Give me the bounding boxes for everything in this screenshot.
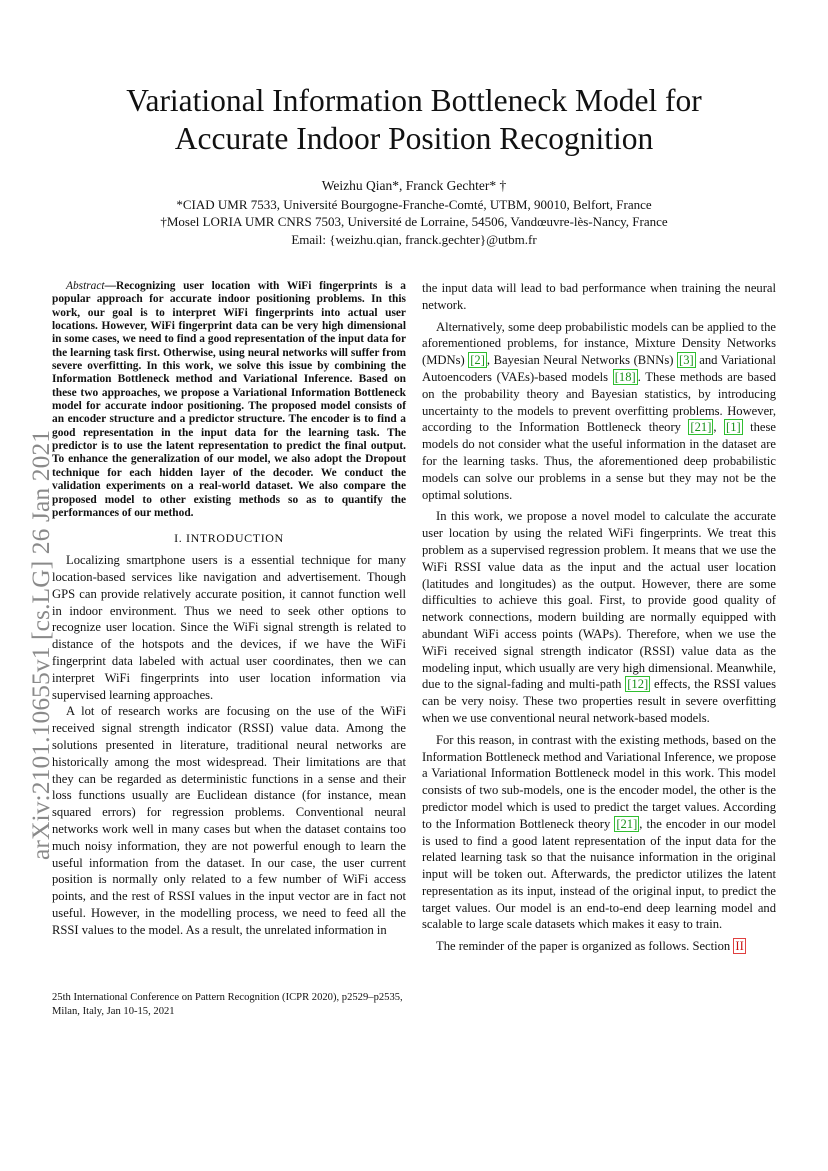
authors: Weizhu Qian*, Franck Gechter* † — [321, 178, 507, 193]
citation-link[interactable]: [1] — [726, 420, 741, 435]
citation-link[interactable]: [18] — [614, 369, 636, 384]
abstract — [52, 280, 406, 520]
affiliation-1: *CIAD UMR 7533, Université Bourgogne-Franche-Comté, UTBM, 90010, Belfort, France — [176, 197, 652, 212]
section-reference-link[interactable]: II — [735, 939, 744, 954]
abstract-body: Recognizing user location with WiFi fingerprints is a popular approach for accurate indoor positioning problems. In this work, our goal is to interpret WiFi fingerprints into actual user locations. However, WiFi fingerprint data can be very high dimensional in some cases, we need to find a good representation of the input data for the learning task first. Otherwise, using neural networks will suffer from severe overfitting. In this work, we solve this issue by combining the Information Bottleneck method and Variational Inference. Based on these two approaches, we propose a Variational Information Bottleneck model for accurate indoor positioning. The proposed model consists of an encoder structure and a predictor structure. The encoder is to find a good representation in the input data for the learning task. The predictor is to use the latent representation to predict the final output. To enhance the generalization of our model, we also adopt the Dropout technique for each hidden layer of the decoder. We conduct the validation experiments on a real-world dataset. We also compare the proposed model to other existing methods so as to quantify the performances of our method. — [52, 280, 406, 519]
left-column — [52, 280, 406, 939]
text-run: , Bayesian Neural Networks (BNNs) — [486, 353, 678, 368]
text-run: , — [713, 420, 724, 435]
citation-link[interactable]: [12] — [627, 677, 649, 692]
text-run: . These methods are based on the probability theory and Bayesian statistics, by introducing uncertainty to the models to prevent overfitting problems. However, according to the Information Bottleneck theory — [422, 369, 777, 435]
citation-link[interactable]: [2] — [470, 353, 485, 368]
right-paragraph-5 — [422, 938, 776, 955]
text-run: and Variational Autoencoders (VAEs)-based models — [422, 353, 776, 384]
text-run: For this reason, in contrast with the existing methods, based on the Information Bottleneck method and Variational Inference, we propose a Variational Information Bottleneck model in this work. This model consists of two sub-models, one is the encoder model, the other is the predictor model which is used to predict the target values. According to the Information Bottleneck theory — [422, 732, 776, 831]
right-paragraph-1: the input data will lead to bad performance when training the neural network. — [422, 281, 776, 312]
conference-footnote: 25th International Conference on Pattern Recognition (ICPR 2020), p2529–p2535, Milan, Italy, Jan 10-15, 2021 — [52, 992, 403, 1017]
text-run: , the encoder in our model is used to find a good latent representation of the input data for the related learning task so that the nuisance information in the original input will be token out. Afterwards, the predictor utilizes the latent representation as its input, instead of the original input, to predict the target values. Our model is an end-to-end deep learning model and scalable to large scale datasets which makes it easy to train. — [422, 816, 776, 932]
intro-paragraph-2: A lot of research works are focusing on the use of the WiFi received signal strength indicator (RSSI) value data. Among the solutions presented in literature, traditional neural networks are historically among the most widespread. Their limitations are that they can be regarded as deterministic functions in a sense and their loss functions usually are Euclidean distance (for instance, mean squared errors) for regression problems. Conventional neural networks work well in many cases but when the dataset contains too much noisy information, they are not powerful enough to learn the useful information from the dataset. In our case, the user current position is normally only related to a few number of WiFi access points, and the rest of RSSI values in the input vector are in fact not useful. However, in the modelling process, we need to feed all the RSSI values to the model. As a result, the unrelated information in — [52, 704, 406, 937]
affiliation-2: †Mosel LORIA UMR CNRS 7503, Université de Lorraine, 54506, Vandœuvre-lès-Nancy, France — [160, 214, 668, 229]
arxiv-identifier-text: arXiv:2101.10655v1 [cs.LG] 26 Jan 2021 — [26, 429, 55, 860]
text-run: effects, the RSSI values can be very noisy. These two properties result in severe overfitting when we use conventional neural network-based models. — [422, 677, 777, 725]
intro-paragraph-1: Localizing smartphone users is a essential technique for many location-based services like navigation and advertisement. Though GPS can provide relatively accurate position, it cannot function well in indoor environment. Thus we need to seek other options to recognize user location. Since the WiFi signal strength is related to distance of the hotspots and the devices, if we have the WiFi fingerprint data labeled with actual user coordinates, then we can interpret WiFi fingerprints into user location information via supervised learning approaches. — [52, 553, 406, 702]
right-paragraph-2 — [422, 319, 776, 504]
text-run: these models do not consider what the useful information in the dataset are for the learning tasks. Thus, the aforementioned deep probabilistic models can solve our problems in a sense but they may not be the optimal solutions. — [422, 420, 777, 502]
section-heading-introduction: I. INTRODUCTION — [174, 531, 284, 546]
right-column — [422, 280, 776, 955]
abstract-dash: — — [104, 280, 116, 292]
title-line-1: Variational Information Bottleneck Model for — [126, 83, 702, 118]
citation-link[interactable]: [3] — [679, 353, 694, 368]
text-run: In this work, we propose a novel model to calculate the accurate user location by using the related WiFi fingerprints. We treat this problem as a supervised regression problem. It means that we use the WiFi RSSI value data as the input and the actual user location (latitudes and longitudes) as the output. However, there are some difficulties to achieve this goal. First, to provide good quality of network connections, modern building are normally equipped with abundant WiFi access points (WAPs). Therefore, when we use the WiFi received signal strength indicator (RSSI) value data as the modeling input, which usually are very high dimensional. Meanwhile, due to the signal-fading and multi-path — [422, 509, 776, 692]
abstract-label: Abstract — [66, 280, 105, 292]
right-paragraph-4 — [422, 732, 776, 934]
paper-title — [60, 82, 768, 158]
text-run: The reminder of the paper is organized as follows. Section — [436, 939, 734, 954]
right-paragraph-3 — [422, 508, 776, 726]
citation-link[interactable]: [21] — [690, 420, 712, 435]
citation-link[interactable]: [21] — [616, 816, 638, 831]
text-run: Alternatively, some deep probabilistic models can be applied to the aforementioned problems, for instance, Mixture Density Networks (MDNs) — [422, 319, 776, 368]
title-line-2: Accurate Indoor Position Recognition — [174, 121, 654, 156]
author-email: Email: {weizhu.qian, franck.gechter}@utbm.fr — [291, 232, 537, 247]
